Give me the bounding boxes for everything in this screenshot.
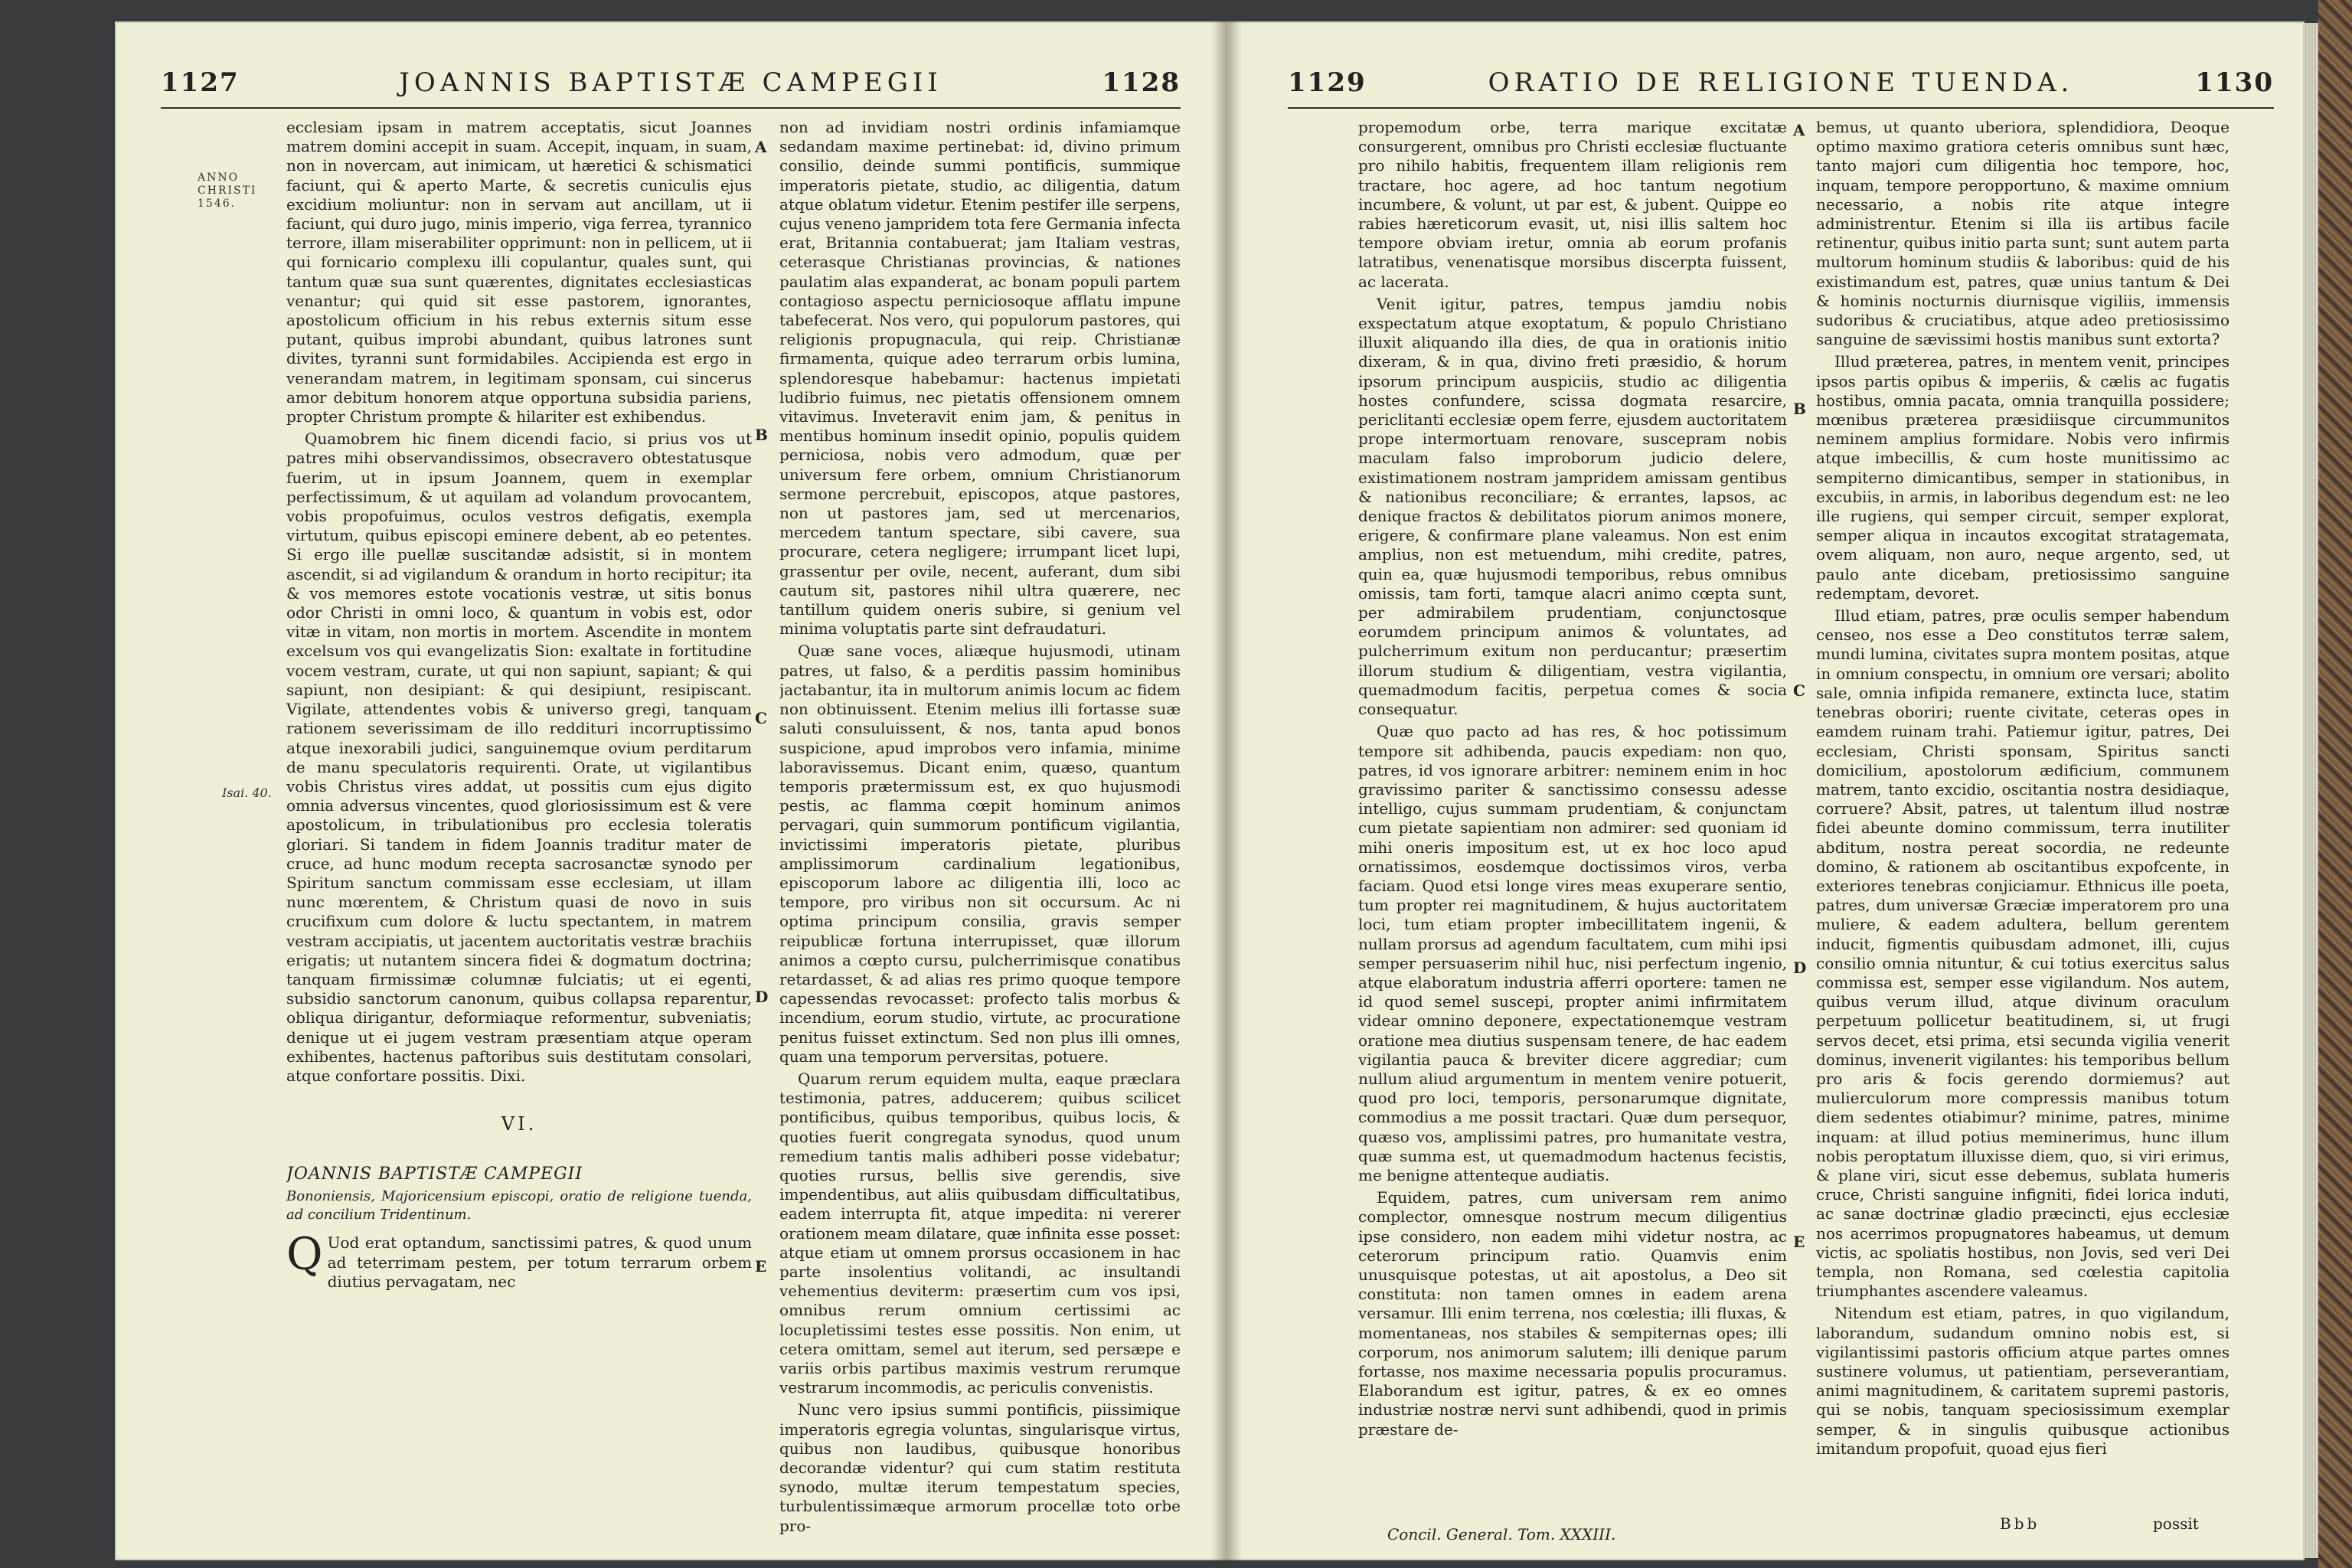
right-column-2 [1816, 118, 2230, 1542]
margin-marker-e: E [1793, 1233, 1805, 1251]
right-column-1 [1358, 118, 1787, 1542]
section-number: VI. [501, 1113, 537, 1135]
margin-marker-d: D [1793, 959, 1807, 977]
margin-note-year-line: ANNO [198, 172, 240, 184]
paragraph: ecclesiam ipsam in matrem acceptatis, sicut Joannes matrem domini accepit in suam. Accepit, inquam, in suam, non in novercam, aut inimicam, ut hæretici & schismatici faciunt, qui & aperto Marte, & secretis cuniculis ejus excidium moliuntur: non in servam aut ancillam, ut ii faciunt, qui duro jugo, minis imperio, viga ferrea, tyrannico terrore, illam miserabiliter opprimunt: non in pellicem, ut ii qui fornicario complexu illi copulantur, quales sunt, qui tantum quæ sua sunt quærentes, dignitates ecclesiasticas venantur; qui quid sit esse pastorem, ignorantes, apostolicum officium in his rebus externis situm esse putant, quibus improbi abundant, quibus latrones sunt divites, tyranni sunt formidabiles. Accipienda est ergo in venerandam matrem, in legitimam sponsam, cui sincerus amor debitum honorem atque opportuna subsidia pariens, propter Christum prompte & hilariter est exhibendus. [286, 118, 752, 426]
margin-marker-e: E [755, 1257, 767, 1276]
right-page-number-2: 1130 [2195, 67, 2274, 98]
paragraph: Quarum rerum equidem multa, eaque præclara testimonia, patres, adducerem; quibus scilicet pontificibus, quibus temporibus, quibus locis, & quoties fuerit congregata synodus, quod unum remedium tantis malis adhiberi posse videbatur; quoties rursus, bellis sive gerendis, sive impendentibus, aut aliis quibusdam difficultatibus, eadem interrupta fit, atque impedita: ni vererer orationem meam dilatare, quæ infinita esse posset: atque etiam ut omnem prorsus occasionem in hac parte insolentius volitandi, ac insultandi vehementius deviterm: præsertim cum vos ipsi, omnibus rerum omnium certissimi ac locupletissimi testes esse possitis. Non enim, ut cetera omittam, semel aut iterum, sed persæpe e variis orbis partibus maximis vestrum rerumque vestrarum incommodis, ac periculis convenistis. [779, 1069, 1181, 1397]
paragraph: Nunc vero ipsius summi pontificis, piissimique imperatoris egregia voluntas, singularisque virtus, quibus non laudibus, quibusque honoribus decorandæ videntur? qui cum statim restituta synodo, multæ iterum tempestatum species, turbulentissimæque armorum procellæ toto orbe pro- [779, 1400, 1181, 1535]
paragraph: Illud etiam, patres, præ oculis semper habendum censeo, nos esse a Deo constitutos terræ salem, mundi lumina, civitates supra montem positas, atque in omnium conspectu, in omnium ore versari; abolito sale, omnia infipida remanere, extincta luce, statim tenebras oboriri; ruente civitate, ceteras opes in eamdem ruinam trahi. Patiemur igitur, patres, Dei ecclesiam, Christi sponsam, Spiritus sancti domicilium, apostolorum ædificium, communem matrem, tanto excidio, oscitantia nostra desidiaque, corruere? Absit, patres, ut talentum illud nostræ fidei abeunte domino commissum, terra inutiliter abditum, nostra pereat socordia, ne redeunte domino, & rationem ab oscitantibus expofcente, in exteriores tenebras conjiciamur. Ethnicus ille poeta, patres, dum universæ Græciæ imperatorem pro una muliere, & eadem adultera, bellum gerentem inducit, figmentis quibusdam admonet, illi, cujus consilio omnia nituntur, & cui totius exercitus salus commissa est, semper esse vigilandum. Nos autem, quibus verum illud, atque divinum oraculum perpetuum pollicetur beatitudinem, si, ut frugi servos decet, etsi prima, etsi secunda vigilia venerit dominus, invenerit vigilantes: his temporibus bellum pro aris & focis gerendo dormiemus? aut mulierculorum more compressis manibus totum diem sedentes otiabimur? minime, patres, minime inquam: at illud potius meminerimus, hunc illum nobis peroptatum illuxisse diem, quo, si viri erimus, & plane viri, sicut esse debemus, sublata humeris cruce, Christi sanguine infigniti, fidei lorica induti, ac sanæ doctrinæ gladio præcincti, ejus ecclesiæ nos acerrimos propugnatores habeamus, ut demum victis, ac spoliatis hostibus, non Jovis, sed veri Dei templa, non Romana, sed cœlestia capitolia triumphantes ascendere valeamus. [1816, 606, 2230, 1301]
drop-cap: Q [286, 1228, 323, 1281]
right-running-title: ORATIO DE RELIGIONE TUENDA. [1488, 67, 2074, 98]
margin-marker-a: A [1793, 121, 1805, 139]
left-page-number-1: 1127 [161, 67, 240, 98]
footer-volume: Concil. General. Tom. XXXIII. [1387, 1525, 1616, 1544]
right-page [1242, 21, 2305, 1560]
margin-note-ref: Isai. 40. [222, 786, 272, 800]
margin-marker-a: A [755, 138, 767, 156]
left-column-2 [779, 118, 1181, 1542]
paragraph: Quamobrem hic finem dicendi facio, si prius vos ut patres mihi observandissimos, obsecravero obtestatusque fuerim, ut in ipsum Joannem, quem in exemplar perfectissimum, & ut aquilam ad volandum provocantem, vobis propofuimus, oculos vestros defigatis, exempla virtutum, quibus episcopi eminere debent, ab eo petentes. Si ergo ille puellæ suscitandæ adsistit, si in montem ascendit, si ad vigilandum & orandum in horto recipitur; ita & vos memores estote vocationis vestræ, ut sitis bonus odor Christi in omni loco, & quantum in vobis est, odor vitæ in vitam, non mortis in mortem. Ascendite in montem excelsum vos qui evangelizatis Sion: exaltate in fortitudine vocem vestram, curate, ut qui non sapiunt, sapiant; & qui sapiunt, non desipiant: & qui desipiunt, resipiscant. Vigilate, attendentes vobis & universo gregi, tanquam rationem severissimam de illo reddituri incorruptissimo atque inexorabili judici, sanguinemque ovium perditarum de manu speculatoris requirenti. Orate, ut vigilantibus vobis Christus vires addat, ut possitis cum ejus digito omnia adversus vincentes, quod gloriosissimum est & vere apostolicum, in tribulationibus pro ecclesia toleratis gloriari. Si tandem in fidem Joannis traditur mater de cruce, ad hunc modum recepta sacrosanctæ synodo per Spiritum sanctum commissam esse ecclesiam, ut illam nunc mœrentem, & Christum quasi de novo in suis crucifixum cum dolore & luctu spectantem, in matrem vestram accipiatis, ut jacentem auctoritatis vestræ brachiis erigatis; ut nutantem sincera fidei & dogmatum doctrina; tanquam firmissimæ columnæ fulciatis; ut ei egenti, subsidio sanctorum canonum, quibus collapsa reparentur, obliqua dirigantur, deformiaque reformentur, subveniatis; denique ut ei jugem vestram præsentiam atque operam exhibentes, hactenus paftoribus suis destitutam consolari, atque confortare possitis. Dixi. [286, 430, 752, 1085]
left-head-rule [161, 107, 1181, 109]
margin-marker-c: C [755, 709, 767, 727]
paragraph: bemus, ut quanto uberiora, splendidiora, Deoque optimo maximo gratiora ceteris omnibus sunt hæc, tanto majori cum diligentia hoc tempore, hoc, inquam, tempore peropportuno, & maxime omnium necessario, a nobis rite atque integre administrentur. Etenim si illa iis artibus facile retinentur, quibus initio parta sunt; sunt autem parta multorum hominum studiis & laboribus: quid de his existimandum est, patres, quæ unius tantum & Dei & hominis nocturnis diurnisque vigiliis, immensis sudoribus & cruciatibus, atque adeo pretiosissimo sanguine de sævissimi hostis manibus sunt extorta? [1816, 118, 2230, 349]
catchword: possit [2153, 1514, 2199, 1533]
paragraph: Equidem, patres, cum universam rem animo complector, omnesque nostrum mecum diligentius ipse considero, non eadem mihi videtur nostra, ac ceterorum principum ratio. Quamvis enim unusquisque potestas, ut ait apostolus, a Deo sit constituta: non tamen omnes in eadem arena versamur. Illi enim terrena, nos cœlestia; illi fluxas, & momentaneas, nos stabiles & sempiternas opes; illi corporum, nos animorum salutem; illi denique parum fortasse, nos maxime necessaria populis procuramus. Elaborandum est igitur, patres, & ex eo omnes industriæ nostræ nervi sunt adhibendi, quod in primis præstare de- [1358, 1188, 1787, 1439]
paragraph: Nitendum est etiam, patres, in quo vigilandum, laborandum, sudandum omnino nobis est, si vigilantissimi pastoris officium atque partes omnes sustinere volumus, ut patientiam, perseverantiam, animi magnitudinem, & caritatem supremi pastoris, qui se nobis, tanquam speciosissimum exemplar semper, & in singulis quibusque actionibus imitandum propofuit, quoad ejus fieri [1816, 1304, 2230, 1458]
book-spread [115, 21, 2305, 1560]
left-page [115, 21, 1211, 1560]
paragraph: Illud præterea, patres, in mentem venit, principes ipsos partis opibus & imperiis, & cælis ac fugatis hostibus, omnia pacata, omnia tranquilla possidere; mœnibus præterea præsidiisque circummunitos neminem amplius formidare. Nobis vero infirmis atque imbecillis, & cum hoste munitissimo ac sempiterno dimicantibus, semper in stationibus, in excubiis, in armis, in laboribus degendum est: ne leo ille rugiens, qui semper circuit, semper explorat, semper aliqua in incautos excogitat stratagemata, ovem aliquam, non auro, neque argento, sed, ut paulo ante dicebam, pretiosissimo sanguine redemptam, devoret. [1816, 352, 2230, 603]
margin-marker-c: C [1793, 681, 1805, 700]
page-edges [2305, 23, 2318, 1558]
opening-paragraph [286, 1228, 752, 1292]
background-cloth [2318, 0, 2352, 1568]
paragraph: Venit igitur, patres, tempus jamdiu nobis exspectatum atque exoptatum, & populo Christiano illuxit aliquando illa dies, de qua in orationis initio dixeram, & in qua, divino freti præsidio, & horum ipsorum principum auspiciis, studio ac diligentia hostes confundere, scissa dogmata resarcire, periclitanti ecclesiæ opem ferre, ejusdem auctoritatem prope intermortuam renovare, suscepram nobis maculam falso improborum judicio delere, existimationem nostram jampridem amissam gentibus & nationibus reconciliare; & errantes, lapsos, ac denique fractos & debilitatos piorum animos monere, erigere, & confirmare plane valeamus. Non est enim amplius, non est metuendum, mihi credite, patres, quin ea, quæ hujusmodi temporibus, rebus omnibus omissis, tam forti, tamque alacri animo cœpta sunt, per admirabilem prudentiam, conjunctosque eorumdem principum animos & voluntates, ad pulcherrimum exitum non perducantur; præsertim illorum studium & diligentiam, vestra vigilantia, quemadmodum facitis, perpetua comes & socia consequatur. [1358, 294, 1787, 719]
paragraph: propemodum orbe, terra marique excitatæ consurgerent, omnibus pro Christi ecclesiæ fluctuante pro nihilo habitis, frequentem illam religionis rem tractare, hoc agere, ad hoc tantum negotium incumbere, & volunt, ut par est, & jubent. Quippe eo rabies hæreticorum evasit, ut, nisi illis saltem hoc tempore obviam iretur, omnia ab eorum profanis latratibus, venenatisque morsibus discerpta fuissent, ac lacerata. [1358, 118, 1787, 291]
margin-marker-d: D [755, 988, 769, 1006]
document-subtitle: Bononiensis, Majoricensium episcopi, oratio de religione tuenda, ad concilium Tridentinum. [286, 1188, 752, 1223]
right-head-rule [1288, 107, 2274, 109]
right-running-head [1288, 60, 2274, 106]
margin-marker-b: B [1793, 400, 1806, 418]
margin-note-year [198, 172, 257, 211]
margin-note-year-line: 1546. [198, 198, 237, 210]
left-running-title: JOANNIS BAPTISTÆ CAMPEGII [399, 67, 942, 98]
opening-text: Uod erat optandum, sanctissimi patres, & quod unum ad teterrimam pestem, per totum terrarum orbem diutius pervagatam, nec [327, 1233, 752, 1291]
left-column-1 [286, 118, 752, 1542]
left-running-head [161, 60, 1181, 106]
right-page-number-1: 1129 [1288, 67, 1367, 98]
left-page-number-2: 1128 [1102, 67, 1181, 98]
document-title: JOANNIS BAPTISTÆ CAMPEGII [286, 1165, 583, 1184]
margin-marker-b: B [755, 426, 768, 444]
paragraph: non ad invidiam nostri ordinis infamiamque sedandam maxime pertinebat: id, divino primum consilio, deinde summi pontificis, summique imperatoris pietate, studio, ac diligentia, datum atque oblatum videtur. Etenim pestifer ille serpens, cujus veneno jampridem tota fere Germania infecta erat, Britannia contabuerat; jam Italiam vestras, ceterasque Christianas provincias, & nationes paulatim alas expanderat, ac bonam populi partem contagioso aspectu perniciosoque afflatu impune tabefecerat. Nos vero, qui populorum pastores, qui religionis propugnacula, qui reip. Christianæ firmamenta, quique adeo terrarum orbis lumina, splendoresque habebamur: hactenus impietati ludibrio fuimus, nec pietatis offensionem omnem vitavimus. Inveteravit enim jam, & penitus in mentibus hominum insedit opinio, populis quidem perniciosa, nobis vero admodum, quæ per universum fere orbem, omnium Christianorum sermone percrebuit, episcopos, atque pastores, non ut pastores jam, sed ut mercenarios, mercedem tantum spectare, sibi cavere, sua procurare, cetera negligere; irrumpant licet lupi, grassentur per ovile, necent, auferant, dum sibi cautum sit, pastores nihil ultra quærere, nec tantillum quidem oneris subire, si genium vel minima voluptatis parte sint defraudaturi. [779, 118, 1181, 639]
signature-mark: Bbb [2000, 1514, 2040, 1533]
gutter [1211, 21, 1242, 1560]
paragraph: Quæ sane voces, aliæque hujusmodi, utinam patres, ut falso, & a perditis passim hominibus jactabantur, ita in multorum animis locum ac fidem non obtinuissent. Etenim melius illi fortasse suæ saluti consuluissent, & nos, tanta apud bonos suspicione, apud improbos vero infamia, minime laboravissemus. Dicant enim, quæso, quantum temporis prætermissum est, ex quo hujusmodi pestis, ac flamma cœpit hominum animos pervagari, quin summorum pontificum vigilantia, invictissimi imperatoris pietate, pluribus amplissimorum cardinalium legationibus, episcoporum labore ac diligentia illi, loco ac tempore, pro viribus non sit occursum. Ac ni optima principum consilia, gravis semper reipublicæ fortuna interrupisset, quæ illorum animos a cœpto cursu, pulcherrimisque conatibus retardasset, & ad alias res primo quoque tempore capessendas revocasset: profecto talis morbus & incendium, eorum studio, virtute, ac procuratione penitus fuisset extinctum. Sed non plus illi omnes, quam una temporum perversitas, potuere. [779, 642, 1181, 1066]
paragraph: Quæ quo pacto ad has res, & hoc potissimum tempore sit adhibenda, paucis expediam: non quo, patres, id vos ignorare arbitrer: neminem enim in hoc gravissimo pariter & sanctissimo consessu adesse intelligo, cujus summam prudentiam, & conjunctam cum pietate sapientiam non admirer: sed quoniam id mihi oneris impositum est, ut ex hoc loco apud ornatissimos, eosdemque doctissimos viros, verba faciam. Quod etsi longe vires meas exuperare sentio, tum propter rei magnitudinem, & hujus auctoritatem loci, tum etiam propter imbecillitatem ingenii, & nullam prorsus ad agendum facultatem, cum mihi ipsi semper persuaserim nihil huc, nisi perfectum ingenio, atque elaboratum industria afferri oportere: tamen ne id quod semel suscepi, propter animi infirmitatem videar omnino deponere, expectationemque vestram oratione mea diutius suspensam tenere, de hac eadem vigilantia pauca & breviter dicere aggrediar; cum nullum aliud argumentum in mentem venire potuerit, quod pro loci, temporis, personarumque dignitate, commodius a me possit tractari. Quæ dum persequor, quæso vos, amplissimi patres, pro humanitate vestra, quæ summa est, ut quemadmodum hactenus fecistis, me benigne attenteque audiatis. [1358, 722, 1787, 1184]
margin-note-year-line: CHRISTI [198, 185, 257, 197]
